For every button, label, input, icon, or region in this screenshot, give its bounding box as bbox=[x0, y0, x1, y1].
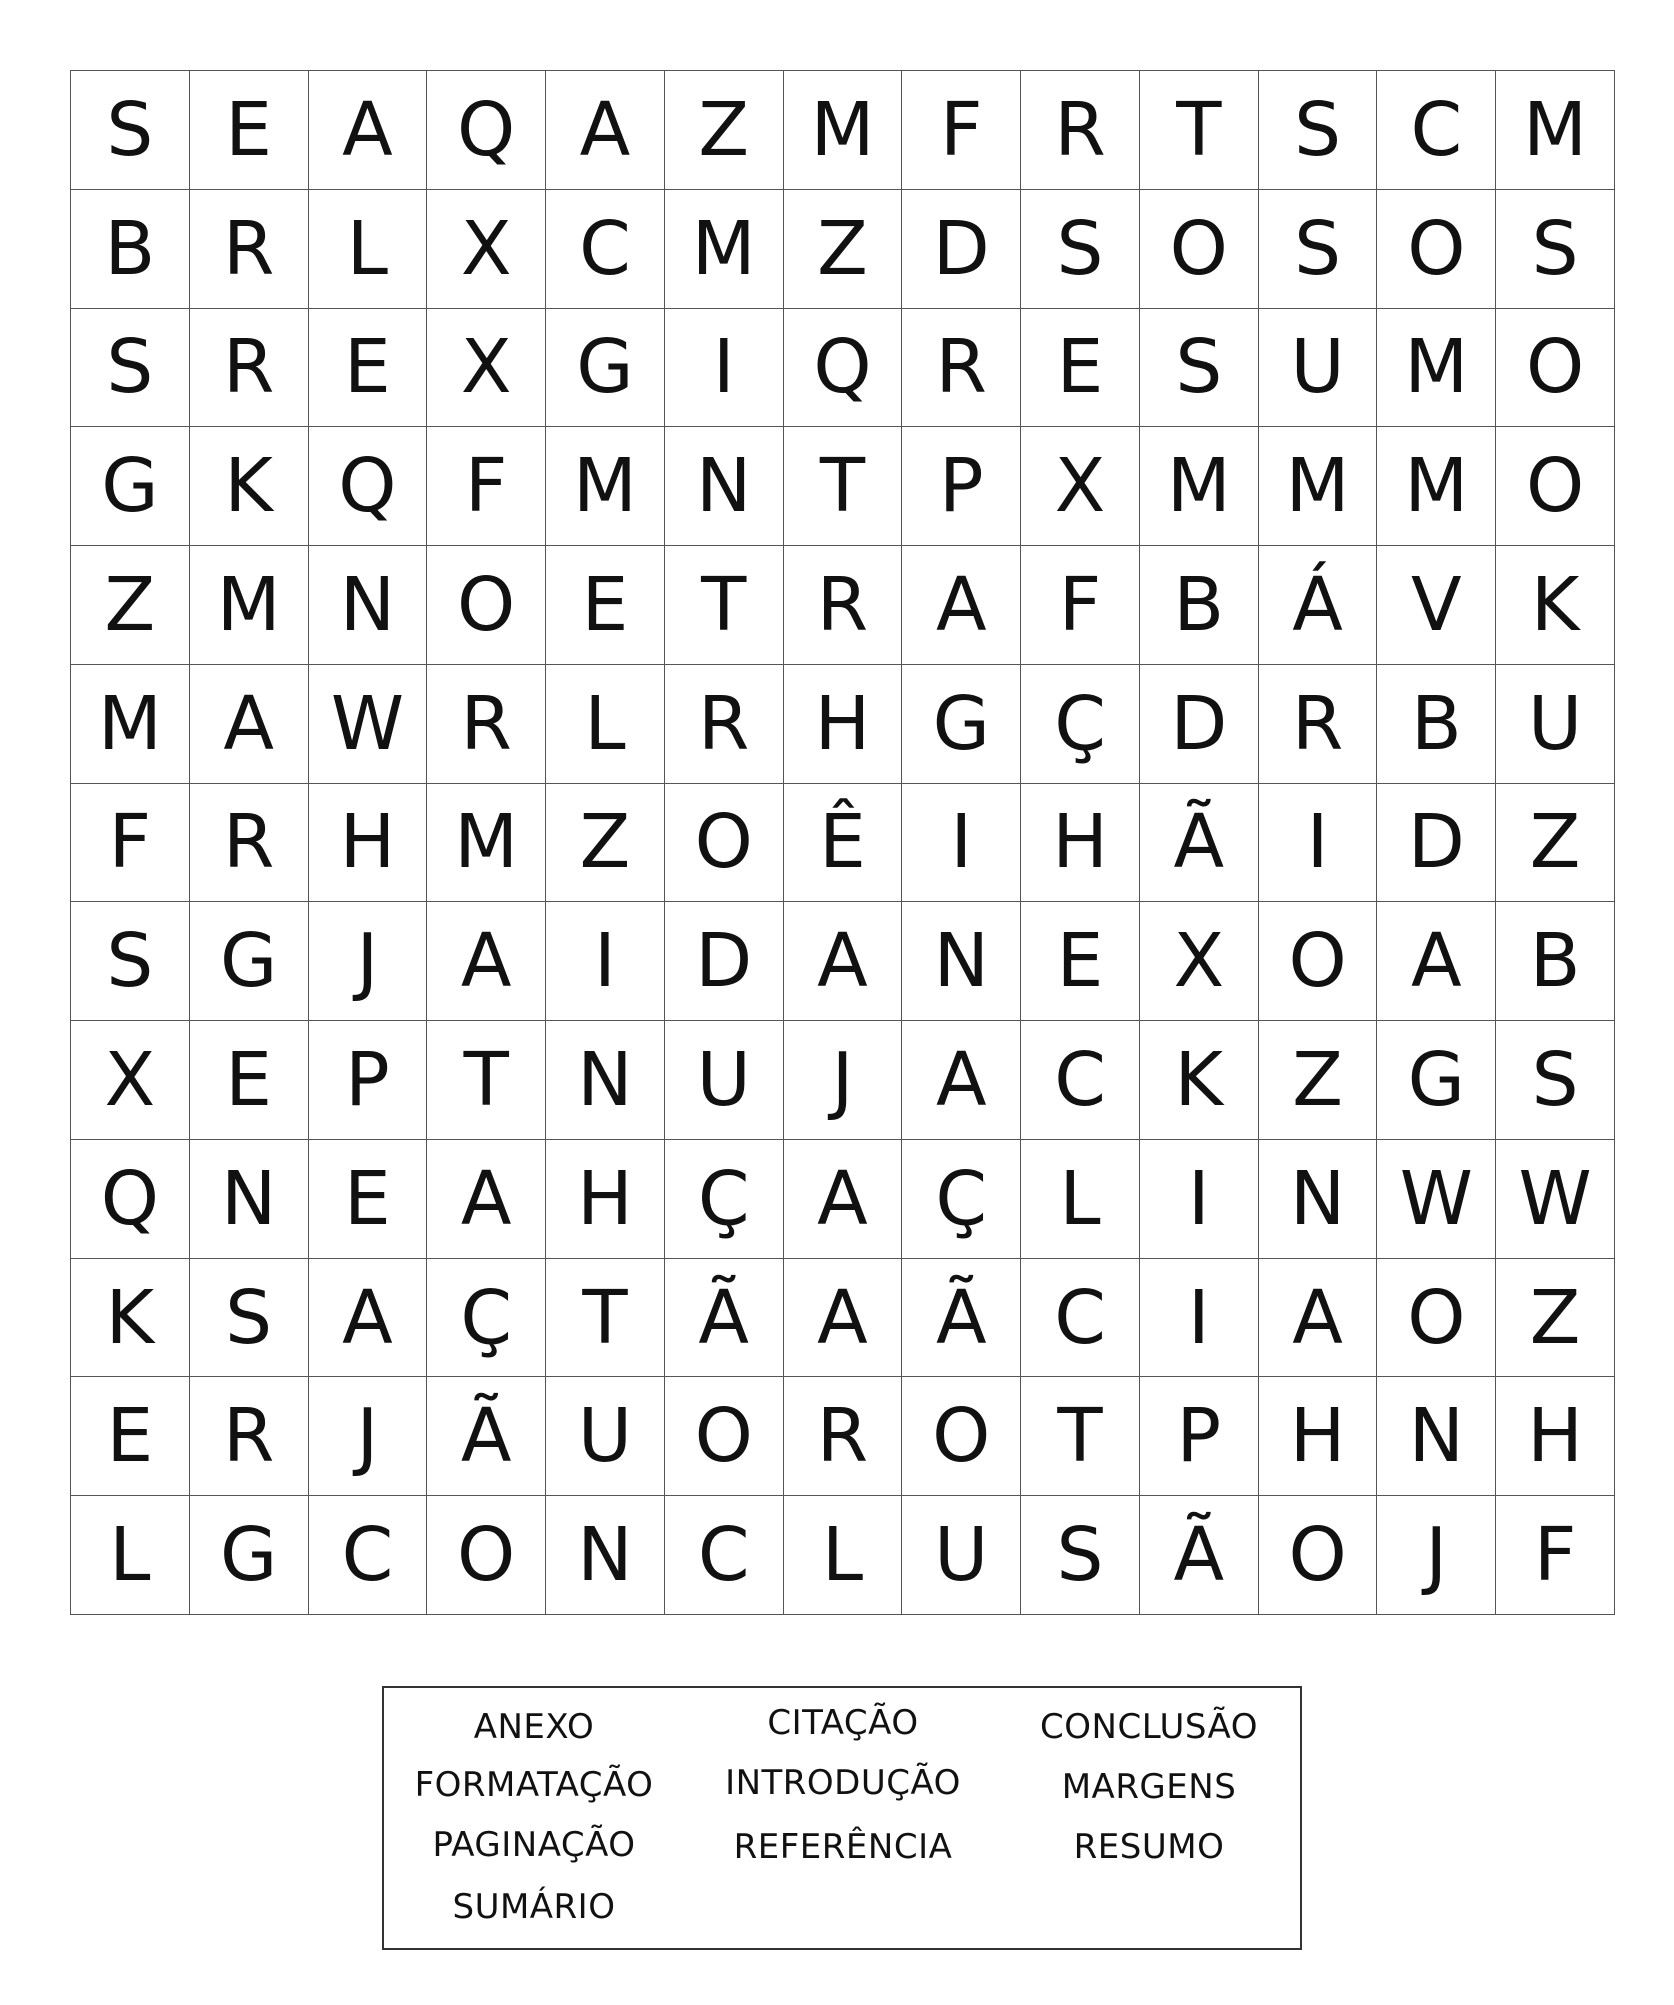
word-formatacao: FORMATAÇÃO bbox=[414, 1765, 654, 1805]
grid-cell[interactable]: N bbox=[1259, 1140, 1378, 1259]
grid-cell[interactable]: H bbox=[1259, 1377, 1378, 1496]
grid-cell[interactable]: Q bbox=[784, 309, 903, 428]
grid-cell[interactable]: N bbox=[190, 1140, 309, 1259]
grid-cell[interactable]: X bbox=[427, 190, 546, 309]
grid-cell[interactable]: A bbox=[427, 1140, 546, 1259]
grid-cell[interactable]: E bbox=[1021, 902, 1140, 1021]
grid-cell[interactable]: H bbox=[546, 1140, 665, 1259]
word-margens: MARGENS bbox=[1061, 1767, 1237, 1807]
grid-cell[interactable]: R bbox=[190, 1377, 309, 1496]
grid-cell[interactable]: L bbox=[309, 190, 428, 309]
grid-cell[interactable]: O bbox=[1259, 1496, 1378, 1615]
grid-cell[interactable]: I bbox=[902, 784, 1021, 903]
grid-cell[interactable]: O bbox=[427, 546, 546, 665]
grid-cell[interactable]: O bbox=[1496, 309, 1615, 428]
grid-cell[interactable]: F bbox=[902, 71, 1021, 190]
grid-cell[interactable]: S bbox=[1496, 1021, 1615, 1140]
grid-cell[interactable]: Z bbox=[665, 71, 784, 190]
grid-cell[interactable]: G bbox=[546, 309, 665, 428]
word-citacao: CITAÇÃO bbox=[767, 1703, 919, 1743]
grid-cell[interactable]: C bbox=[1021, 1021, 1140, 1140]
grid-cell[interactable]: J bbox=[784, 1021, 903, 1140]
grid-cell[interactable]: R bbox=[190, 190, 309, 309]
grid-cell[interactable]: Ã bbox=[1140, 784, 1259, 903]
grid-cell[interactable]: O bbox=[902, 1377, 1021, 1496]
grid-cell[interactable]: A bbox=[309, 1259, 428, 1378]
grid-cell[interactable]: S bbox=[1140, 309, 1259, 428]
grid-cell[interactable]: X bbox=[427, 309, 546, 428]
grid-cell[interactable]: R bbox=[190, 309, 309, 428]
grid-cell[interactable]: X bbox=[71, 1021, 190, 1140]
grid-cell[interactable]: E bbox=[309, 1140, 428, 1259]
grid-cell[interactable]: S bbox=[1021, 1496, 1140, 1615]
word-sumario: SUMÁRIO bbox=[452, 1887, 616, 1927]
grid-cell[interactable]: K bbox=[190, 427, 309, 546]
grid-cell[interactable]: D bbox=[665, 902, 784, 1021]
grid-cell[interactable]: A bbox=[784, 902, 903, 1021]
grid-cell[interactable]: X bbox=[1140, 902, 1259, 1021]
grid-cell[interactable]: H bbox=[784, 665, 903, 784]
grid-cell[interactable]: B bbox=[71, 190, 190, 309]
grid-cell[interactable]: V bbox=[1377, 546, 1496, 665]
grid-cell[interactable]: O bbox=[665, 1377, 784, 1496]
grid-cell[interactable]: G bbox=[190, 902, 309, 1021]
grid-cell[interactable]: U bbox=[902, 1496, 1021, 1615]
grid-cell[interactable]: W bbox=[309, 665, 428, 784]
grid-cell[interactable]: L bbox=[546, 665, 665, 784]
grid-cell[interactable]: M bbox=[546, 427, 665, 546]
grid-cell[interactable]: N bbox=[546, 1021, 665, 1140]
grid-cell[interactable]: T bbox=[546, 1259, 665, 1378]
grid-cell[interactable]: N bbox=[665, 427, 784, 546]
grid-cell[interactable]: D bbox=[902, 190, 1021, 309]
grid-cell[interactable]: T bbox=[784, 427, 903, 546]
grid-cell[interactable]: S bbox=[71, 902, 190, 1021]
word-conclusao: CONCLUSÃO bbox=[1040, 1707, 1258, 1747]
grid-cell[interactable]: U bbox=[1259, 309, 1378, 428]
grid-cell[interactable]: J bbox=[309, 1377, 428, 1496]
grid-cell[interactable]: G bbox=[71, 427, 190, 546]
grid-cell[interactable]: O bbox=[427, 1496, 546, 1615]
grid-cell[interactable]: I bbox=[546, 902, 665, 1021]
grid-cell[interactable]: E bbox=[190, 71, 309, 190]
grid-cell[interactable]: P bbox=[1140, 1377, 1259, 1496]
grid-cell[interactable]: S bbox=[1259, 190, 1378, 309]
grid-cell[interactable]: B bbox=[1377, 665, 1496, 784]
grid-cell[interactable]: M bbox=[1496, 71, 1615, 190]
grid-cell[interactable]: M bbox=[665, 190, 784, 309]
grid-cell[interactable]: Z bbox=[1259, 1021, 1378, 1140]
grid-cell[interactable]: Ã bbox=[1140, 1496, 1259, 1615]
grid-cell[interactable]: O bbox=[1259, 902, 1378, 1021]
grid-cell[interactable]: N bbox=[1377, 1377, 1496, 1496]
grid-cell[interactable]: Q bbox=[427, 71, 546, 190]
grid-cell[interactable]: A bbox=[427, 902, 546, 1021]
word-paginacao: PAGINAÇÃO bbox=[432, 1825, 636, 1865]
grid-cell[interactable]: J bbox=[309, 902, 428, 1021]
grid-cell[interactable]: R bbox=[665, 665, 784, 784]
grid-cell[interactable]: Q bbox=[71, 1140, 190, 1259]
grid-cell[interactable]: K bbox=[1140, 1021, 1259, 1140]
grid-cell[interactable]: Z bbox=[784, 190, 903, 309]
grid-cell[interactable]: G bbox=[190, 1496, 309, 1615]
grid-cell[interactable]: Ã bbox=[902, 1259, 1021, 1378]
grid-cell[interactable]: A bbox=[784, 1140, 903, 1259]
grid-cell[interactable]: R bbox=[190, 784, 309, 903]
grid-cell[interactable]: T bbox=[427, 1021, 546, 1140]
grid-cell[interactable]: S bbox=[190, 1259, 309, 1378]
grid-cell[interactable]: N bbox=[546, 1496, 665, 1615]
grid-cell[interactable]: R bbox=[784, 546, 903, 665]
grid-cell[interactable]: A bbox=[1259, 1259, 1378, 1378]
grid-cell[interactable]: M bbox=[71, 665, 190, 784]
word-list-box bbox=[382, 1686, 1302, 1950]
grid-cell[interactable]: J bbox=[1377, 1496, 1496, 1615]
grid-cell[interactable]: P bbox=[902, 427, 1021, 546]
grid-cell[interactable]: Ã bbox=[427, 1377, 546, 1496]
grid-cell[interactable]: O bbox=[1496, 427, 1615, 546]
grid-cell[interactable]: Á bbox=[1259, 546, 1378, 665]
grid-cell[interactable]: I bbox=[1140, 1140, 1259, 1259]
grid-cell[interactable]: M bbox=[1377, 427, 1496, 546]
grid-cell[interactable]: I bbox=[665, 309, 784, 428]
grid-cell[interactable]: Z bbox=[1496, 784, 1615, 903]
grid-cell[interactable]: S bbox=[1496, 190, 1615, 309]
grid-cell[interactable]: M bbox=[1140, 427, 1259, 546]
grid-cell[interactable]: E bbox=[71, 1377, 190, 1496]
grid-cell[interactable]: N bbox=[902, 902, 1021, 1021]
grid-cell[interactable]: U bbox=[665, 1021, 784, 1140]
grid-cell[interactable]: L bbox=[71, 1496, 190, 1615]
grid-cell[interactable]: O bbox=[665, 784, 784, 903]
grid-cell[interactable]: E bbox=[546, 546, 665, 665]
grid-cell[interactable]: M bbox=[784, 71, 903, 190]
grid-cell[interactable]: R bbox=[902, 309, 1021, 428]
grid-cell[interactable]: O bbox=[1377, 1259, 1496, 1378]
grid-cell[interactable]: C bbox=[309, 1496, 428, 1615]
word-search-grid bbox=[70, 70, 1615, 1615]
grid-cell[interactable]: T bbox=[1021, 1377, 1140, 1496]
grid-cell[interactable]: T bbox=[1140, 71, 1259, 190]
grid-cell[interactable]: Z bbox=[71, 546, 190, 665]
grid-cell[interactable]: C bbox=[546, 190, 665, 309]
grid-cell[interactable]: M bbox=[190, 546, 309, 665]
word-referencia: REFERÊNCIA bbox=[733, 1827, 953, 1867]
grid-cell[interactable]: F bbox=[71, 784, 190, 903]
grid-cell[interactable]: Ç bbox=[427, 1259, 546, 1378]
grid-cell[interactable]: O bbox=[1377, 190, 1496, 309]
grid-cell[interactable]: U bbox=[546, 1377, 665, 1496]
grid-cell[interactable]: E bbox=[309, 309, 428, 428]
grid-cell[interactable]: C bbox=[1021, 1259, 1140, 1378]
grid-cell[interactable]: Ç bbox=[902, 1140, 1021, 1259]
grid-cell[interactable]: A bbox=[902, 1021, 1021, 1140]
grid-cell[interactable]: W bbox=[1496, 1140, 1615, 1259]
grid-cell[interactable]: M bbox=[427, 784, 546, 903]
grid-cell[interactable]: Ê bbox=[784, 784, 903, 903]
grid-cell[interactable]: A bbox=[1377, 902, 1496, 1021]
grid-cell[interactable]: Q bbox=[309, 427, 428, 546]
grid-cell[interactable]: P bbox=[309, 1021, 428, 1140]
grid-cell[interactable]: Ç bbox=[1021, 665, 1140, 784]
grid-cell[interactable]: K bbox=[1496, 546, 1615, 665]
grid-cell[interactable]: T bbox=[665, 546, 784, 665]
grid-cell[interactable]: F bbox=[1021, 546, 1140, 665]
grid-cell[interactable]: H bbox=[1021, 784, 1140, 903]
grid-cell[interactable]: A bbox=[309, 71, 428, 190]
grid-cell[interactable]: U bbox=[1496, 665, 1615, 784]
grid-cell[interactable]: G bbox=[1377, 1021, 1496, 1140]
grid-cell[interactable]: M bbox=[1377, 309, 1496, 428]
grid-cell[interactable]: I bbox=[1140, 1259, 1259, 1378]
grid-cell[interactable]: A bbox=[902, 546, 1021, 665]
grid-cell[interactable]: S bbox=[71, 309, 190, 428]
grid-cell[interactable]: F bbox=[427, 427, 546, 546]
grid-cell[interactable]: I bbox=[1259, 784, 1378, 903]
grid-cell[interactable]: Ã bbox=[665, 1259, 784, 1378]
grid-cell[interactable]: R bbox=[1021, 71, 1140, 190]
grid-cell[interactable]: K bbox=[71, 1259, 190, 1378]
word-resumo: RESUMO bbox=[1073, 1827, 1225, 1867]
grid-cell[interactable]: C bbox=[1377, 71, 1496, 190]
grid-cell[interactable]: E bbox=[190, 1021, 309, 1140]
grid-cell[interactable]: C bbox=[665, 1496, 784, 1615]
grid-cell[interactable]: N bbox=[309, 546, 428, 665]
grid-cell[interactable]: D bbox=[1140, 665, 1259, 784]
grid-cell[interactable]: X bbox=[1021, 427, 1140, 546]
grid-cell[interactable]: B bbox=[1140, 546, 1259, 665]
grid-cell[interactable]: E bbox=[1021, 309, 1140, 428]
grid-cell[interactable]: R bbox=[1259, 665, 1378, 784]
grid-cell[interactable]: B bbox=[1496, 902, 1615, 1021]
grid-cell[interactable]: M bbox=[1259, 427, 1378, 546]
grid-cell[interactable]: Z bbox=[1496, 1259, 1615, 1378]
grid-cell[interactable]: Z bbox=[546, 784, 665, 903]
grid-cell[interactable]: R bbox=[784, 1377, 903, 1496]
grid-cell[interactable]: S bbox=[1021, 190, 1140, 309]
grid-cell[interactable]: Ç bbox=[665, 1140, 784, 1259]
grid-cell[interactable]: R bbox=[427, 665, 546, 784]
word-anexo: ANEXO bbox=[473, 1707, 595, 1747]
grid-cell[interactable]: D bbox=[1377, 784, 1496, 903]
grid-cell[interactable]: L bbox=[784, 1496, 903, 1615]
grid-cell[interactable]: A bbox=[190, 665, 309, 784]
grid-cell[interactable]: A bbox=[546, 71, 665, 190]
grid-cell[interactable]: F bbox=[1496, 1496, 1615, 1615]
word-introducao: INTRODUÇÃO bbox=[725, 1763, 961, 1803]
grid-cell[interactable]: H bbox=[309, 784, 428, 903]
grid-cell[interactable]: A bbox=[784, 1259, 903, 1378]
grid-cell[interactable]: W bbox=[1377, 1140, 1496, 1259]
grid-cell[interactable]: O bbox=[1140, 190, 1259, 309]
grid-cell[interactable]: S bbox=[71, 71, 190, 190]
grid-cell[interactable]: G bbox=[902, 665, 1021, 784]
grid-cell[interactable]: H bbox=[1496, 1377, 1615, 1496]
grid-cell[interactable]: S bbox=[1259, 71, 1378, 190]
grid-cell[interactable]: L bbox=[1021, 1140, 1140, 1259]
